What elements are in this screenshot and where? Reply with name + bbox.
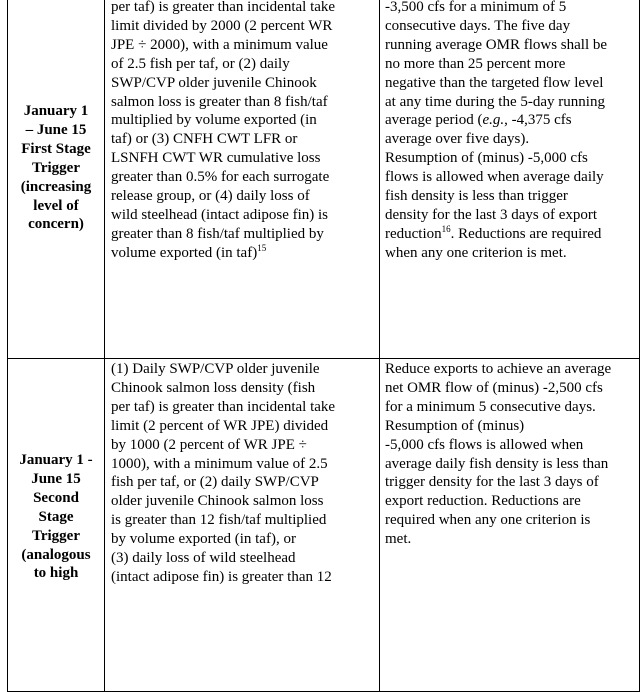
action-line: consecutive days. The five day xyxy=(385,17,571,34)
action-line: negative than the targeted flow level xyxy=(385,74,604,91)
action-cell xyxy=(380,0,640,359)
action-line: at any time during the 5-day running xyxy=(385,93,605,110)
condition-line: (3) daily loss of wild steelhead xyxy=(111,550,296,567)
label-line: Trigger xyxy=(31,527,81,544)
table-row xyxy=(8,359,640,692)
condition-line: greater than 0.5% for each surrogate xyxy=(111,169,330,186)
label-line: January 1 xyxy=(23,103,89,119)
action-line-with-footnote xyxy=(385,225,639,244)
label-line: Second xyxy=(33,489,79,506)
action-line: required when any one criterion is xyxy=(385,512,591,529)
row-label-second-stage xyxy=(8,359,105,692)
action-line: density for the last 3 days of export xyxy=(385,206,598,223)
action-line: fish density is less than trigger xyxy=(385,188,568,205)
action-text: reduction xyxy=(385,225,442,242)
label-line: to high xyxy=(33,565,79,582)
action-line: -5,000 cfs flows is allowed when xyxy=(385,436,584,453)
label-line: June 15 xyxy=(31,470,81,487)
label-line: level of xyxy=(33,197,79,214)
condition-line: SWP/CVP older juvenile Chinook xyxy=(111,74,317,91)
condition-line: multiplied by volume exported (in xyxy=(111,112,317,129)
condition-line: taf) or (3) CNFH CWT LFR or xyxy=(111,131,298,148)
row-label-first-stage xyxy=(8,0,105,359)
condition-line: limit (2 percent of WR JPE) divided xyxy=(111,417,329,434)
label-line: First Stage xyxy=(21,140,91,157)
action-line: Resumption of (minus) xyxy=(385,417,525,434)
action-line: trigger density for the last 3 days of xyxy=(385,474,599,491)
trigger-table xyxy=(7,0,640,692)
condition-line: (intact adipose fin) is greater than 12 xyxy=(111,568,332,585)
action-line: Resumption of (minus) -5,000 cfs xyxy=(385,150,588,167)
table-row xyxy=(8,0,640,359)
condition-line: of 2.5 fish per taf, or (2) daily xyxy=(111,55,290,72)
condition-line: Chinook salmon loss density (fish xyxy=(111,379,316,396)
action-line: flows is allowed when average daily xyxy=(385,169,604,186)
action-line: when any one criterion is met. xyxy=(385,244,567,261)
label-line: Trigger xyxy=(31,159,81,176)
action-line: average period (e.g., -4,375 cfs xyxy=(385,112,572,129)
condition-line: release group, or (4) daily loss of xyxy=(111,188,310,205)
action-line: for a minimum 5 consecutive days. xyxy=(385,398,596,415)
trigger-condition-cell xyxy=(105,0,380,359)
label-line: Stage xyxy=(38,508,74,525)
condition-line: limit divided by 2000 (2 percent WR xyxy=(111,17,333,34)
condition-line: greater than 8 fish/taf multiplied by xyxy=(111,225,324,242)
condition-line-with-footnote xyxy=(111,244,379,263)
condition-line: per taf) is greater than incidental take xyxy=(111,398,336,415)
footnote-ref: 15 xyxy=(257,242,267,253)
label-line: concern) xyxy=(28,216,84,233)
condition-line: (1) Daily SWP/CVP older juvenile xyxy=(111,361,320,377)
condition-line: 1000), with a minimum value of 2.5 xyxy=(111,455,328,472)
label-line: January 1 - xyxy=(19,452,93,468)
action-line: met. xyxy=(385,531,412,548)
action-line: average over five days). xyxy=(385,131,530,148)
label-line: (analogous xyxy=(21,546,91,563)
label-line: – June 15 xyxy=(25,121,87,138)
trigger-condition-cell xyxy=(105,359,380,692)
condition-line: by volume exported (in taf), or xyxy=(111,531,296,548)
condition-line: wild steelhead (intact adipose fin) is xyxy=(111,206,329,223)
footnote-ref: 16 xyxy=(441,223,451,234)
condition-line: is greater than 12 fish/taf multiplied xyxy=(111,512,327,529)
action-line: -3,500 cfs for a minimum of 5 xyxy=(385,0,567,15)
action-line: no more than 25 percent more xyxy=(385,55,566,72)
condition-line: fish per taf, or (2) daily SWP/CVP xyxy=(111,474,319,491)
action-line: average daily fish density is less than xyxy=(385,455,609,472)
label-line: (increasing xyxy=(20,178,92,195)
condition-line: by 1000 (2 percent of WR JPE ÷ xyxy=(111,436,307,453)
condition-line: per taf) is greater than incidental take xyxy=(111,0,336,15)
action-line: export reduction. Reductions are xyxy=(385,493,581,510)
action-text: . Reductions are required xyxy=(450,225,602,242)
action-cell xyxy=(380,359,640,692)
condition-line: salmon loss is greater than 8 fish/taf xyxy=(111,93,328,110)
condition-line: LSNFH CWT WR cumulative loss xyxy=(111,150,321,167)
condition-text: volume exported (in taf) xyxy=(111,244,258,261)
condition-line: JPE ÷ 2000), with a minimum value xyxy=(111,36,328,53)
action-line: Reduce exports to achieve an average xyxy=(385,361,612,377)
condition-line: older juvenile Chinook salmon loss xyxy=(111,493,324,510)
action-line: net OMR flow of (minus) -2,500 cfs xyxy=(385,379,603,396)
action-line: running average OMR flows shall be xyxy=(385,36,608,53)
